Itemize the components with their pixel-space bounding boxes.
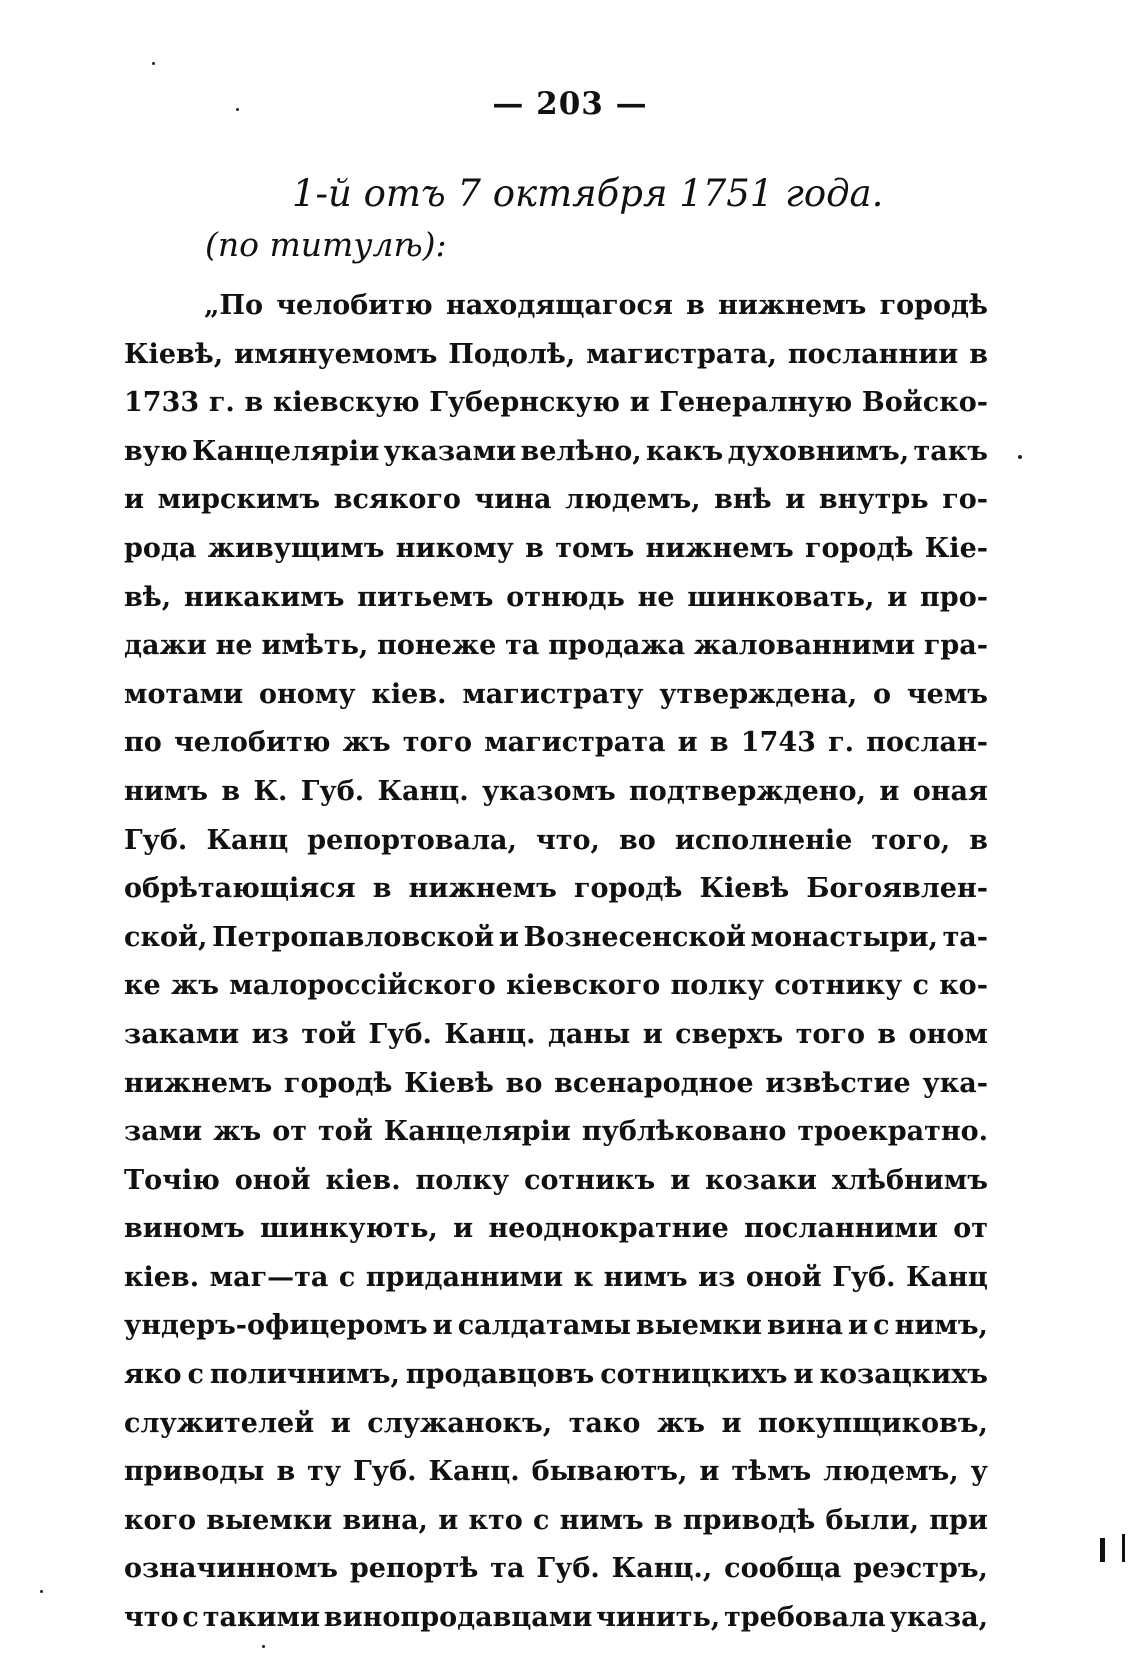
text-word: кіевского	[506, 970, 661, 1002]
text-word: указа,	[889, 1602, 988, 1634]
text-word: ундеръ-офицеромъ	[124, 1310, 428, 1342]
document-body	[124, 282, 988, 1643]
text-word: внѣ	[714, 484, 772, 516]
text-word: той	[317, 1116, 373, 1148]
text-word: были,	[825, 1504, 920, 1536]
text-word: и	[453, 1213, 474, 1245]
text-word: и	[793, 1359, 814, 1391]
text-word: Генералную	[659, 387, 853, 419]
text-line	[124, 865, 988, 914]
text-line	[124, 525, 988, 574]
text-word: и	[670, 1164, 691, 1196]
text-line	[124, 1060, 988, 1109]
text-word: Кіевѣ	[699, 873, 790, 905]
text-word: сотницкихъ	[600, 1359, 788, 1391]
text-line	[124, 428, 988, 477]
document-subheading: (по титулѣ):	[205, 225, 447, 264]
text-word: Вознесенской	[523, 921, 746, 953]
text-word: Губернскую	[429, 387, 620, 419]
text-word: жъ	[342, 727, 391, 759]
text-word: про-	[920, 581, 988, 613]
text-line	[124, 1254, 988, 1303]
text-word: ука-	[922, 1067, 988, 1099]
text-word: ке	[124, 970, 161, 1002]
text-word: и	[785, 484, 806, 516]
text-word: мотами	[124, 678, 244, 710]
text-word: в	[709, 727, 729, 759]
text-word: и	[124, 484, 145, 516]
text-word: в	[372, 873, 392, 905]
text-word: из	[698, 1261, 736, 1293]
text-word: и	[879, 775, 900, 807]
text-word: оной	[234, 1164, 311, 1196]
text-line	[124, 476, 988, 525]
text-word: и	[887, 581, 908, 613]
text-word: оная	[912, 775, 988, 807]
text-word: с	[532, 1504, 550, 1536]
text-word: в	[525, 532, 544, 564]
text-line	[124, 914, 988, 963]
text-word: приводы	[124, 1456, 265, 1488]
text-word: подтверждено,	[629, 775, 866, 807]
text-word: поличнимъ,	[209, 1359, 400, 1391]
text-word: реэстръ,	[853, 1553, 988, 1585]
text-word: Губ.	[124, 824, 188, 856]
text-word: с	[338, 1261, 356, 1293]
text-word: сообща	[724, 1553, 842, 1585]
text-word: и	[848, 1310, 869, 1342]
text-line	[124, 671, 988, 720]
text-word: яко	[124, 1359, 182, 1391]
text-line	[124, 1011, 988, 1060]
text-word: кіев.	[124, 1261, 200, 1293]
scan-speck	[152, 62, 155, 65]
text-word: и	[330, 1407, 351, 1439]
text-word: Кіе-	[924, 532, 988, 564]
text-word: находящагося	[445, 290, 673, 321]
text-word: указами	[383, 435, 517, 467]
text-word: тако	[568, 1407, 641, 1439]
text-word: выемки	[206, 1504, 333, 1536]
text-word: посланними	[744, 1213, 938, 1245]
text-word: понеже	[377, 630, 497, 662]
text-word: в	[969, 338, 988, 370]
text-word: Канц.	[428, 1456, 520, 1488]
text-word: вина	[766, 1310, 843, 1342]
text-word: вѣ,	[124, 581, 172, 613]
text-word: продавцовъ	[405, 1359, 595, 1391]
text-word: бываютъ,	[531, 1456, 688, 1488]
text-word: кто	[468, 1504, 523, 1536]
text-word: Канц.,	[611, 1553, 713, 1585]
text-word: нижнемъ	[718, 290, 867, 321]
text-word: дажи	[124, 630, 207, 662]
text-word: рода	[124, 532, 197, 564]
text-word: и	[642, 1018, 663, 1050]
text-word: и	[432, 1310, 453, 1342]
text-word: Войско-	[861, 387, 988, 419]
text-word: требовала	[724, 1602, 886, 1634]
text-word: в	[877, 1018, 897, 1050]
text-line	[124, 1351, 988, 1400]
text-line	[124, 282, 988, 331]
text-word: сверхъ	[675, 1018, 784, 1050]
text-word: и	[677, 727, 698, 759]
text-word: сотнику	[774, 970, 903, 1002]
text-word: магистрата,	[586, 338, 777, 370]
text-word: по	[124, 727, 162, 759]
text-word: полку	[415, 1164, 510, 1196]
text-word: та	[505, 630, 540, 662]
text-word: и	[498, 921, 519, 953]
text-word: от	[272, 1116, 307, 1148]
text-line	[124, 719, 988, 768]
text-line	[124, 574, 988, 623]
text-word: чинить,	[596, 1602, 721, 1634]
text-word: Канцелярiи	[192, 435, 380, 467]
text-word: виномъ	[124, 1213, 245, 1245]
text-word: Канцелярiи	[383, 1116, 571, 1148]
text-word: во	[505, 1067, 543, 1099]
text-word: в	[969, 824, 988, 856]
text-line	[124, 379, 988, 428]
text-word: нимъ	[559, 1504, 644, 1536]
text-word: покупщиковъ,	[757, 1407, 988, 1439]
text-word: чина	[474, 484, 552, 516]
text-word: полку	[670, 970, 765, 1002]
text-word: о	[873, 678, 892, 710]
text-word: нижнемъ	[408, 873, 557, 905]
scan-speck	[236, 108, 239, 111]
text-word: Канц.	[444, 1018, 536, 1050]
text-line	[124, 1594, 988, 1643]
text-word: маг—та	[209, 1261, 329, 1293]
text-word: исполненіе	[674, 824, 853, 856]
text-word: с	[912, 970, 929, 1002]
text-word: и	[438, 1504, 459, 1536]
text-word: г.	[828, 727, 855, 759]
text-word: та	[490, 1553, 525, 1585]
text-word: в	[244, 387, 264, 419]
text-word: 1733	[124, 387, 200, 419]
text-word: оному	[259, 678, 356, 710]
text-word: жъ	[170, 970, 219, 1002]
text-word: томъ	[555, 532, 635, 564]
text-word: ту	[307, 1456, 342, 1488]
scan-edge-mark	[1122, 1534, 1125, 1562]
text-word: выемки	[635, 1310, 762, 1342]
text-word: всенародное	[554, 1067, 754, 1099]
text-word: питьемъ	[357, 581, 494, 613]
text-word: того	[795, 1018, 865, 1050]
text-word: кого	[124, 1504, 197, 1536]
text-word: Петропавловской	[212, 921, 495, 953]
text-word: внутрь	[818, 484, 929, 516]
text-word: и	[721, 1407, 742, 1439]
text-word: какъ	[646, 435, 724, 467]
text-word: людемъ,	[823, 1456, 959, 1488]
text-word: Канц.	[377, 775, 469, 807]
text-word: во	[619, 824, 656, 856]
text-word: жъ	[213, 1116, 262, 1148]
text-word: той	[301, 1018, 357, 1050]
text-word: нижнемъ	[645, 532, 794, 564]
text-word: мирскимъ	[157, 484, 321, 516]
text-word: отнюдь	[506, 581, 625, 613]
text-word: всякого	[333, 484, 461, 516]
text-word: челобитю	[276, 290, 433, 321]
text-word: того,	[871, 824, 951, 856]
text-word: с	[873, 1310, 890, 1342]
text-word: извѣстие	[765, 1067, 911, 1099]
text-word: ской,	[124, 921, 208, 953]
text-word: жалованними	[693, 630, 916, 662]
text-word: велѣно,	[520, 435, 642, 467]
text-line	[124, 622, 988, 671]
text-word: заками	[124, 1018, 240, 1050]
text-word: нимъ,	[894, 1310, 988, 1342]
text-line	[124, 1157, 988, 1206]
text-word: городѣ	[573, 873, 683, 905]
text-word: к	[573, 1261, 594, 1293]
text-word: городѣ	[805, 532, 914, 564]
text-line	[124, 1497, 988, 1546]
text-word: и	[629, 387, 650, 419]
text-word: в	[653, 1504, 673, 1536]
text-word: имянуемомъ	[234, 338, 438, 370]
scan-speck	[262, 1645, 265, 1648]
text-word: что	[124, 1602, 179, 1634]
text-word: Точію	[124, 1164, 220, 1196]
scan-speck	[40, 1590, 43, 1593]
text-word: приводѣ	[682, 1504, 816, 1536]
text-word: что,	[536, 824, 600, 856]
text-word: тѣмъ	[731, 1456, 812, 1488]
text-word: нимъ	[603, 1261, 688, 1293]
text-word: такими	[202, 1602, 320, 1634]
page-number: — 203 —	[492, 86, 648, 122]
text-word: го-	[942, 484, 988, 516]
text-word: духовнимъ,	[727, 435, 910, 467]
text-word: того	[402, 727, 473, 759]
text-word: людемъ,	[565, 484, 701, 516]
text-word: Канц	[206, 824, 289, 856]
text-word: в	[686, 290, 705, 321]
text-word: означинномъ	[124, 1553, 338, 1585]
text-word: утверждена,	[659, 678, 858, 710]
text-word: посланнии	[787, 338, 959, 370]
text-word: троекратно.	[797, 1116, 988, 1148]
text-word: никому	[395, 532, 514, 564]
text-word: магистрата	[484, 727, 666, 759]
text-word: городѣ	[879, 290, 988, 321]
text-word: магистрату	[462, 678, 644, 710]
scan-edge-mark	[1100, 1538, 1105, 1562]
text-word: продажа	[548, 630, 686, 662]
text-word: кіев.	[371, 678, 447, 710]
text-line	[124, 1400, 988, 1449]
text-word: указомъ	[482, 775, 616, 807]
text-word: послан-	[866, 727, 988, 759]
text-word: приданними	[365, 1261, 564, 1293]
text-word: г.	[208, 387, 235, 419]
text-word: оном	[908, 1018, 988, 1050]
text-word: вина,	[342, 1504, 428, 1536]
text-word: служанокъ,	[367, 1407, 553, 1439]
text-word: в	[276, 1456, 296, 1488]
text-word: чемъ	[906, 678, 988, 710]
text-line	[124, 1545, 988, 1594]
text-word: Богоявлен-	[806, 873, 988, 905]
text-word: Кіевѣ	[404, 1067, 494, 1099]
text-word: сотникъ	[524, 1164, 656, 1196]
text-word: кіев.	[325, 1164, 401, 1196]
text-word: К.	[253, 775, 288, 807]
text-word: Канц	[906, 1261, 988, 1293]
text-word: Губ.	[300, 775, 365, 807]
text-word: такъ	[913, 435, 988, 467]
text-word: неоднократние	[488, 1213, 729, 1245]
text-word: городѣ	[283, 1067, 393, 1099]
text-word: обрѣтающіяся	[124, 873, 356, 905]
text-word: малороссійского	[229, 970, 496, 1002]
text-line	[124, 1108, 988, 1157]
text-word: с	[187, 1359, 204, 1391]
text-word: монастыри,	[750, 921, 938, 953]
text-word: от	[953, 1213, 988, 1245]
text-line	[124, 1205, 988, 1254]
text-word: ко-	[939, 970, 988, 1002]
text-word: Губ.	[536, 1553, 600, 1585]
document-heading: 1-й отъ 7 октября 1751 года.	[292, 172, 884, 215]
text-word: Губ.	[832, 1261, 896, 1293]
text-word: винопродавцами	[323, 1602, 593, 1634]
text-word: репортовала,	[307, 824, 517, 856]
scan-speck	[1018, 455, 1022, 459]
text-line	[124, 962, 988, 1011]
text-word: имѣть,	[261, 630, 369, 662]
text-word: Губ.	[368, 1018, 432, 1050]
text-word: из	[251, 1018, 289, 1050]
text-word: живущимъ	[207, 532, 385, 564]
text-word: салдатамы	[457, 1310, 631, 1342]
text-word: не	[215, 630, 253, 662]
text-word: оной	[745, 1261, 822, 1293]
text-word: козаки	[705, 1164, 817, 1196]
text-line	[124, 331, 988, 380]
text-word: челобитю	[173, 727, 331, 759]
text-word: вую	[124, 435, 188, 467]
text-word: не	[637, 581, 675, 613]
text-word: нимъ	[124, 775, 208, 807]
text-line	[124, 768, 988, 817]
text-word: зами	[124, 1116, 203, 1148]
text-word: та-	[942, 921, 988, 953]
text-word: даны	[547, 1018, 631, 1050]
text-word: никакимъ	[183, 581, 345, 613]
text-word: козацкихъ	[819, 1359, 988, 1391]
text-word: Кіевѣ,	[124, 338, 224, 370]
text-word: гра-	[923, 630, 988, 662]
text-line	[124, 1302, 988, 1351]
text-line	[124, 817, 988, 866]
text-word: шинкують,	[260, 1213, 438, 1245]
text-word: с	[182, 1602, 199, 1634]
text-word: публѣковано	[581, 1116, 787, 1148]
text-word: кіевскую	[272, 387, 420, 419]
text-word: в	[221, 775, 241, 807]
text-word: „По	[204, 290, 264, 321]
text-word: репортѣ	[349, 1553, 479, 1585]
text-word: при	[929, 1504, 988, 1536]
text-word: 1743	[740, 727, 816, 759]
text-word: Подолѣ,	[448, 338, 576, 370]
text-word: шинковать,	[687, 581, 875, 613]
text-word: у	[970, 1456, 988, 1488]
text-line	[124, 1448, 988, 1497]
text-word: хлѣбнимъ	[831, 1164, 988, 1196]
text-word: жъ	[656, 1407, 705, 1439]
text-word: служителей	[124, 1407, 315, 1439]
text-word: нижнемъ	[124, 1067, 273, 1099]
text-word: Губ.	[353, 1456, 417, 1488]
text-word: и	[699, 1456, 720, 1488]
